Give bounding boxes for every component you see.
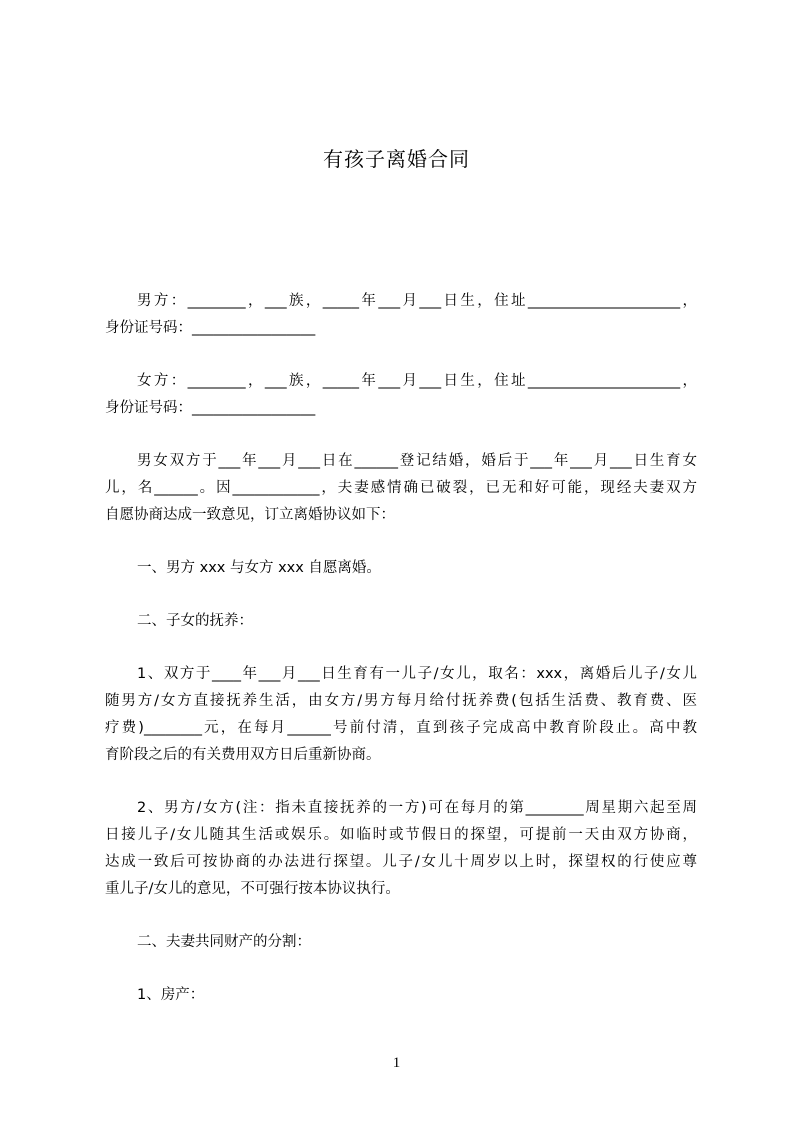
paragraph xyxy=(105,661,697,769)
paragraph xyxy=(105,288,697,342)
text-line: 日接儿子/女儿随其生活或娱乐。如临时或节假日的探望，可提前一天由双方协商， xyxy=(105,827,697,843)
text-line: 二、子女的抚养： xyxy=(137,613,253,629)
text-line: 1、房产： xyxy=(137,987,205,1003)
text-line: 女方：________，___族，_____年___月___日生，住址_____________________， xyxy=(137,373,697,389)
text-line: 男女双方于___年___月___日在______登记结婚，婚后于___年___月___日生育女 xyxy=(137,453,697,469)
paragraph xyxy=(105,929,697,956)
text-line: 1、双方于____年___月___日生育有一儿子/女儿，取名：xxx，离婚后儿子/女儿 xyxy=(137,666,697,682)
paragraph xyxy=(105,555,697,582)
text-line: 重儿子/女儿的意见，不可强行按本协议执行。 xyxy=(105,881,400,897)
text-line: 随男方/女方直接抚养生活，由女方/男方每月给付抚养费(包括生活费、教育费、医 xyxy=(105,693,697,709)
text-line: 儿，名______。因____________，夫妻感情确已破裂，已无和好可能，现经夫妻双方 xyxy=(105,480,697,496)
text-line: 育阶段之后的有关费用双方日后重新协商。 xyxy=(105,747,381,763)
text-line: 一、男方 xxx 与女方 xxx 自愿离婚。 xyxy=(137,560,381,576)
paragraph xyxy=(105,608,697,635)
text-line: 身份证号码：_________________ xyxy=(105,320,316,336)
text-line: 自愿协商达成一致意见，订立离婚协议如下： xyxy=(105,507,395,523)
text-line: 二、夫妻共同财产的分割： xyxy=(137,934,311,950)
paragraph xyxy=(105,795,697,903)
text-line: 2、男方/女方(注：指未直接抚养的一方)可在每月的第________周星期六起至周 xyxy=(137,800,697,816)
text-line: 身份证号码：_________________ xyxy=(105,400,316,416)
text-line: 达成一致后可按协商的办法进行探望。儿子/女儿十周岁以上时，探望权的行使应尊 xyxy=(105,854,697,870)
text-line: 疗费)________元，在每月______号前付清，直到孩子完成高中教育阶段止。高中教 xyxy=(105,720,697,736)
document-title: 有孩子离婚合同 xyxy=(323,147,470,171)
paragraph xyxy=(105,982,697,1009)
document-body xyxy=(105,288,697,1035)
page-number: 1 xyxy=(392,1055,401,1071)
paragraph xyxy=(105,448,697,529)
text-line: 男方：________，___族，_____年___月___日生，住址_____________________， xyxy=(137,293,697,309)
paragraph xyxy=(105,368,697,422)
